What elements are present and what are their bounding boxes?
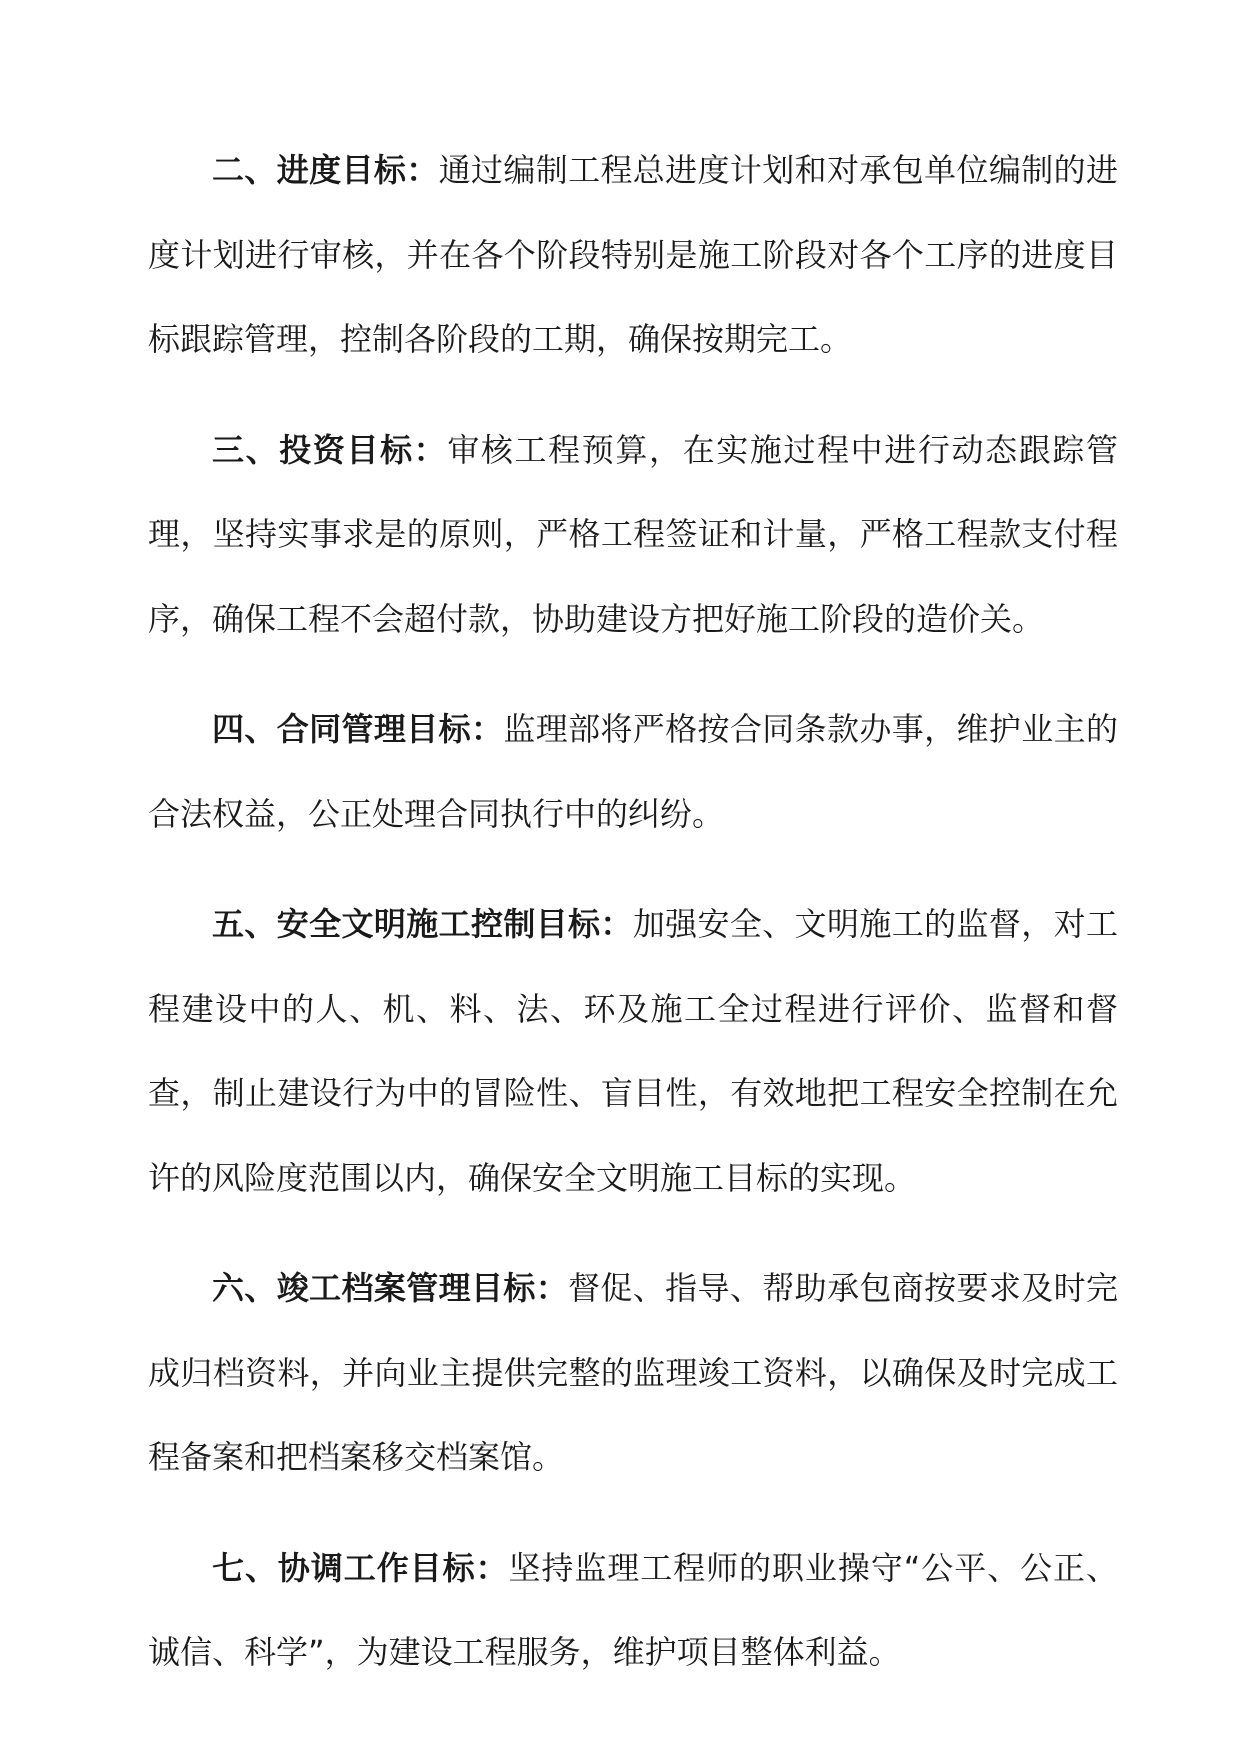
section-heading: 六、竣工档案管理目标： — [212, 1269, 569, 1307]
section-archive-goal — [148, 1246, 1118, 1500]
section-heading: 三、投资目标： — [212, 430, 448, 469]
section-investment-goal — [148, 408, 1118, 662]
section-body: 加强安全、文明施工的监督，对工程建设中的人、机、料、法、环及施工全过程进行评价、监督和督查，制止建设行为中的冒险性、盲目性，有效地把工程安全控制在允许的风险度范围以内，确保安全文明施工目标的实现。 — [148, 905, 1118, 1197]
section-body: 通过编制工程总进度计划和对承包单位编制的进度计划进行审核，并在各个阶段特别是施工阶段对各个工序的进度目标跟踪管理，控制各阶段的工期，确保按期完工。 — [148, 151, 1118, 358]
section-heading: 七、协调工作目标： — [212, 1548, 509, 1587]
section-coordination-goal — [148, 1526, 1118, 1695]
section-heading: 五、安全文明施工控制目标： — [212, 905, 633, 943]
section-progress-goal — [148, 128, 1118, 382]
section-heading: 四、合同管理目标： — [212, 710, 504, 748]
section-contract-goal — [148, 687, 1118, 856]
section-body: 督促、指导、帮助承包商按要求及时完成归档资料，并向业主提供完整的监理竣工资料，以确保及时完成工程备案和把档案移交档案馆。 — [148, 1269, 1118, 1476]
section-body: 审核工程预算，在实施过程中进行动态跟踪管理，坚持实事求是的原则，严格工程签证和计量，严格工程款支付程序，确保工程不会超付款，协助建设方把好施工阶段的造价关。 — [148, 430, 1118, 638]
section-heading: 二、进度目标： — [212, 151, 439, 189]
section-safety-goal — [148, 882, 1118, 1220]
document-page — [148, 128, 1118, 1721]
section-body: 监理部将严格按合同条款办事，维护业主的合法权益，公正处理合同执行中的纠纷。 — [148, 710, 1118, 833]
section-body: 坚持监理工程师的职业操守“公平、公正、诚信、科学”，为建设工程服务，维护项目整体利益。 — [148, 1548, 1118, 1671]
